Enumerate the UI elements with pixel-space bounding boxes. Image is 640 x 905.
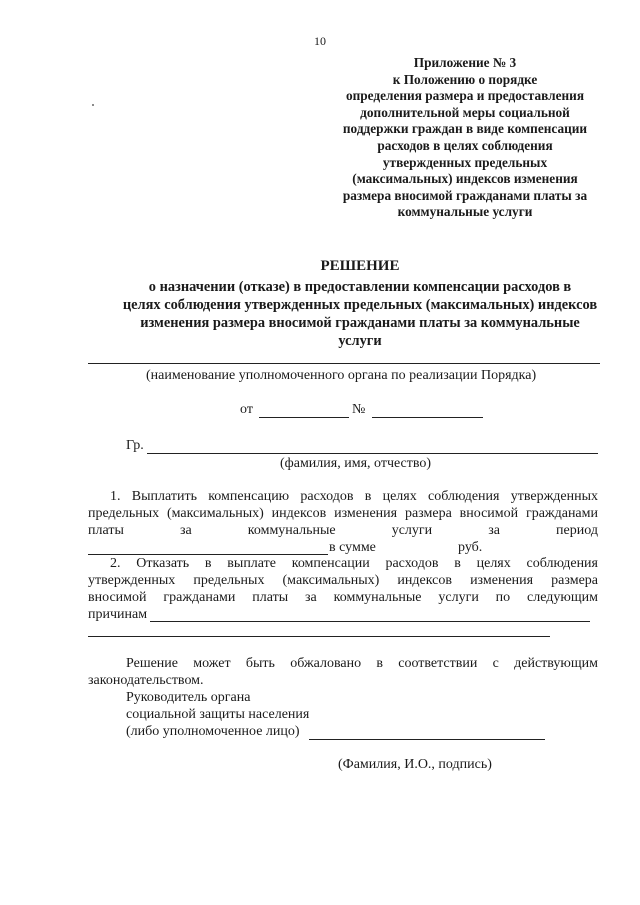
appendix-line: определения размера и предоставления: [345, 88, 585, 104]
scan-speck: [92, 104, 94, 106]
subtitle-line: целях соблюдения утвержденных предельных (максимальных) индексов: [122, 297, 598, 313]
item1-word: за: [488, 523, 500, 538]
sum-label: в сумме: [329, 540, 376, 555]
appendix-line: размера вносимой гражданами платы за: [342, 187, 588, 203]
appendix-line: (максимальных) индексов изменения: [352, 171, 578, 187]
signatory-line3: (либо уполномоченное лицо): [126, 724, 300, 739]
item2-line2: утвержденных предельных (максимальных) индексов изменения размера: [88, 573, 598, 588]
item2-line3: вносимой гражданами платы за коммунальные услуги по следующим: [88, 590, 598, 605]
item1-word: период: [556, 523, 598, 538]
appendix-line: Приложение № 3: [413, 55, 517, 70]
authority-caption: (наименование уполномоченного органа по реализации Порядка): [146, 368, 537, 383]
appendix-header: [300, 55, 630, 221]
subtitle-line: изменения размера вносимой гражданами платы за коммунальные: [140, 315, 580, 331]
reasons-field-continued[interactable]: [88, 636, 550, 637]
citizen-name-field[interactable]: [147, 453, 598, 454]
period-field[interactable]: [88, 554, 328, 555]
subtitle-line: услуги: [338, 333, 382, 349]
number-field[interactable]: [372, 417, 483, 418]
item1-word: коммунальные: [247, 523, 336, 538]
appendix-line: поддержки граждан в виде компенсации: [342, 121, 588, 137]
item1-line2: предельных (максимальных) индексов изменения размера вносимой гражданами: [88, 506, 598, 521]
date-label: от: [240, 402, 253, 417]
decision-subtitle: [60, 278, 640, 350]
appendix-line: дополнительной меры социальной: [360, 104, 570, 120]
subtitle-line: о назначении (отказе) в предоставлении компенсации расходов в: [148, 279, 572, 295]
appendix-line: расходов в целях соблюдения: [377, 137, 553, 153]
number-label: №: [352, 402, 366, 417]
item2-line1: 2. Отказать в выплате компенсации расходов в целях соблюдения: [110, 556, 598, 571]
signature-field[interactable]: [309, 739, 545, 740]
signature-caption: (Фамилия, И.О., подпись): [338, 757, 492, 772]
appendix-line: утвержденных предельных: [382, 154, 548, 170]
reasons-label: причинам: [88, 607, 148, 622]
item1-word: за: [179, 523, 192, 538]
signatory-line2: социальной защиты населения: [126, 707, 310, 722]
appendix-line: коммунальные услуги: [397, 204, 533, 220]
page-number: 10: [314, 34, 326, 48]
currency-label: руб.: [458, 540, 483, 555]
item1-line3: [88, 523, 598, 539]
reasons-field[interactable]: [150, 621, 590, 622]
citizen-caption: (фамилия, имя, отчество): [280, 456, 432, 471]
date-field[interactable]: [259, 417, 349, 418]
authority-name-field[interactable]: [88, 363, 600, 364]
appendix-line: к Положению о порядке: [392, 71, 538, 87]
item1-line1: 1. Выплатить компенсацию расходов в целях соблюдения утвержденных: [110, 489, 598, 504]
decision-title: РЕШЕНИЕ: [320, 258, 400, 274]
appeal-line2: законодательством.: [88, 673, 204, 688]
item1-word: платы: [88, 523, 124, 538]
appeal-line1: Решение может быть обжаловано в соответствии с действующим: [126, 656, 598, 671]
citizen-label: Гр.: [126, 438, 144, 453]
item1-word: услуги: [391, 523, 433, 538]
signatory-line1: Руководитель органа: [126, 690, 251, 705]
